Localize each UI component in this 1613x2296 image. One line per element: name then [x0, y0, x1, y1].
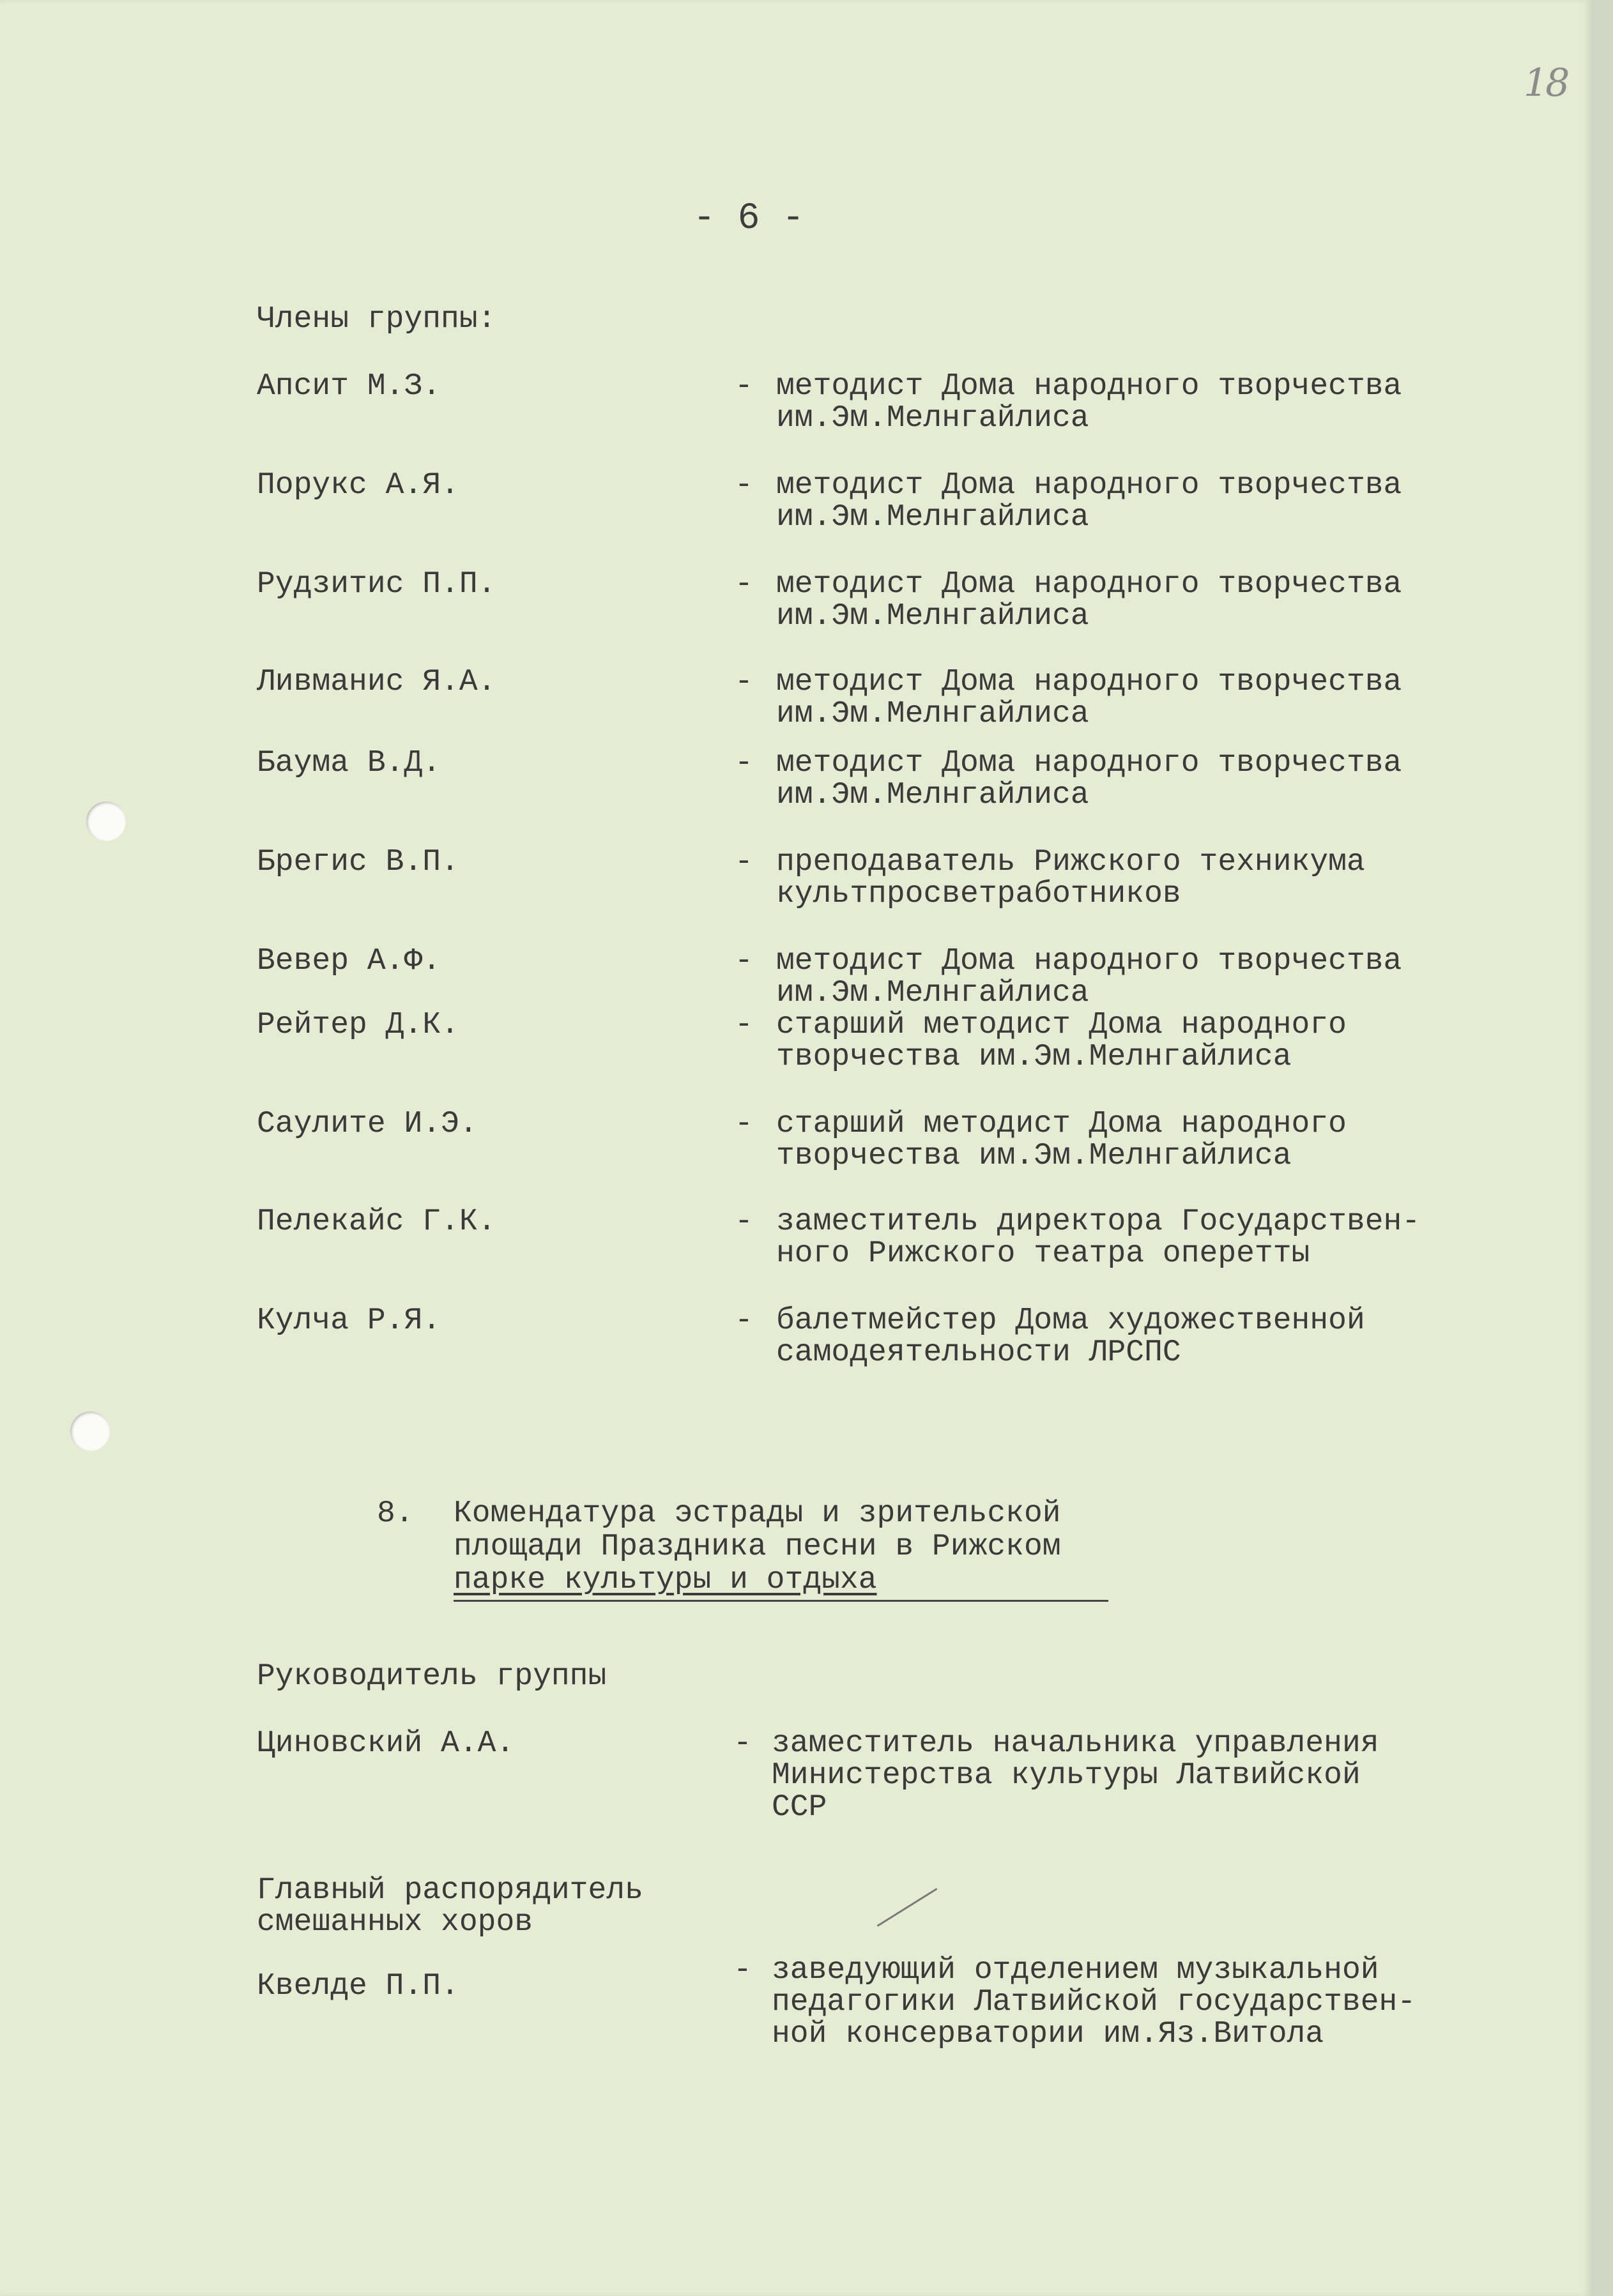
member-name: Баума В.Д.	[257, 746, 441, 780]
member-role-line: методист Дома народного творчества	[776, 567, 1402, 602]
chief-role-line: ной консерватории им.Яз.Витола	[772, 2017, 1324, 2051]
dash: -	[735, 567, 753, 602]
member-name: Ливманис Я.А.	[257, 665, 496, 699]
member-role-line: методист Дома народного творчества	[776, 369, 1402, 404]
page-edge	[1591, 0, 1613, 2296]
member-role-line: самодеятельности ЛРСПС	[776, 1335, 1181, 1370]
handwritten-page-mark: 18	[1524, 61, 1568, 105]
dash: -	[735, 1008, 753, 1042]
chief-role-line: заведующий отделением музыкальной	[772, 1953, 1379, 1988]
leader-role-line: Министерства культуры Латвийской	[772, 1758, 1361, 1793]
dash: -	[735, 1107, 753, 1141]
member-name: Апсит М.З.	[257, 369, 441, 404]
section-title-line: Комендатура эстрады и зрительской	[454, 1496, 1061, 1531]
member-role-line: им.Эм.Мелнгайлиса	[776, 401, 1089, 436]
member-role-line: методист Дома народного творчества	[776, 468, 1402, 503]
leader-heading: Руководитель группы	[257, 1659, 607, 1694]
member-role-line: им.Эм.Мелнгайлиса	[776, 697, 1089, 731]
leader-role-line: ССР	[772, 1790, 827, 1825]
member-role-line: им.Эм.Мелнгайлиса	[776, 500, 1089, 535]
member-role-line: им.Эм.Мелнгайлиса	[776, 976, 1089, 1010]
member-role-line: старший методист Дома народного	[776, 1107, 1347, 1141]
section-title-line: площади Праздника песни в Рижском	[454, 1530, 1061, 1564]
member-role-line: методист Дома народного творчества	[776, 944, 1402, 978]
page-number: - 6 -	[693, 198, 805, 239]
dash: -	[733, 1726, 752, 1761]
leader-role-line: заместитель начальника управления	[772, 1726, 1379, 1761]
chief-role-line: педагогики Латвийской государствен-	[772, 1985, 1416, 2019]
member-name: Рудзитис П.П.	[257, 567, 496, 602]
member-name: Кулча Р.Я.	[257, 1304, 441, 1338]
member-name: Саулите И.Э.	[257, 1107, 478, 1141]
chief-heading-line: смешанных хоров	[257, 1905, 533, 1940]
dash: -	[735, 1304, 753, 1338]
member-role-line: преподаватель Рижского техникума	[776, 845, 1365, 879]
member-role-line: методист Дома народного творчества	[776, 665, 1402, 699]
member-name: Вевер А.Ф.	[257, 944, 441, 978]
section-number: 8.	[377, 1496, 414, 1531]
members-heading: Члены группы:	[257, 302, 496, 337]
dash: -	[735, 1205, 753, 1239]
member-name: Порукс А.Я.	[257, 468, 459, 503]
dash: -	[733, 1953, 752, 1988]
dash: -	[735, 468, 753, 503]
dash: -	[735, 845, 753, 879]
member-role-line: ного Рижского театра оперетты	[776, 1236, 1310, 1271]
member-role-line: культпросветработников	[776, 877, 1181, 911]
leader-name: Циновский А.А.	[257, 1726, 515, 1761]
dash: -	[735, 746, 753, 780]
member-role-line: творчества им.Эм.Мелнгайлиса	[776, 1139, 1292, 1173]
member-name: Пелекайс Г.К.	[257, 1205, 496, 1239]
member-name: Рейтер Д.К.	[257, 1008, 459, 1042]
member-role-line: творчества им.Эм.Мелнгайлиса	[776, 1040, 1292, 1074]
member-role-line: старший методист Дома народного	[776, 1008, 1347, 1042]
section-title-line: парке культуры и отдыха	[454, 1563, 877, 1597]
chief-name: Квелде П.П.	[257, 1969, 459, 2003]
member-role-line: им.Эм.Мелнгайлиса	[776, 599, 1089, 634]
section-title-underline	[454, 1600, 1108, 1602]
member-role-line: балетмейстер Дома художественной	[776, 1304, 1365, 1338]
member-name: Брегис В.П.	[257, 845, 459, 879]
member-role-line: методист Дома народного творчества	[776, 746, 1402, 780]
punch-hole	[70, 1411, 110, 1451]
member-role-line: заместитель директора Государствен-	[776, 1205, 1421, 1239]
chief-heading-line: Главный распорядитель	[257, 1873, 643, 1908]
dash: -	[735, 944, 753, 978]
dash: -	[735, 369, 753, 404]
member-role-line: им.Эм.Мелнгайлиса	[776, 778, 1089, 812]
dash: -	[735, 665, 753, 699]
punch-hole	[86, 802, 126, 841]
